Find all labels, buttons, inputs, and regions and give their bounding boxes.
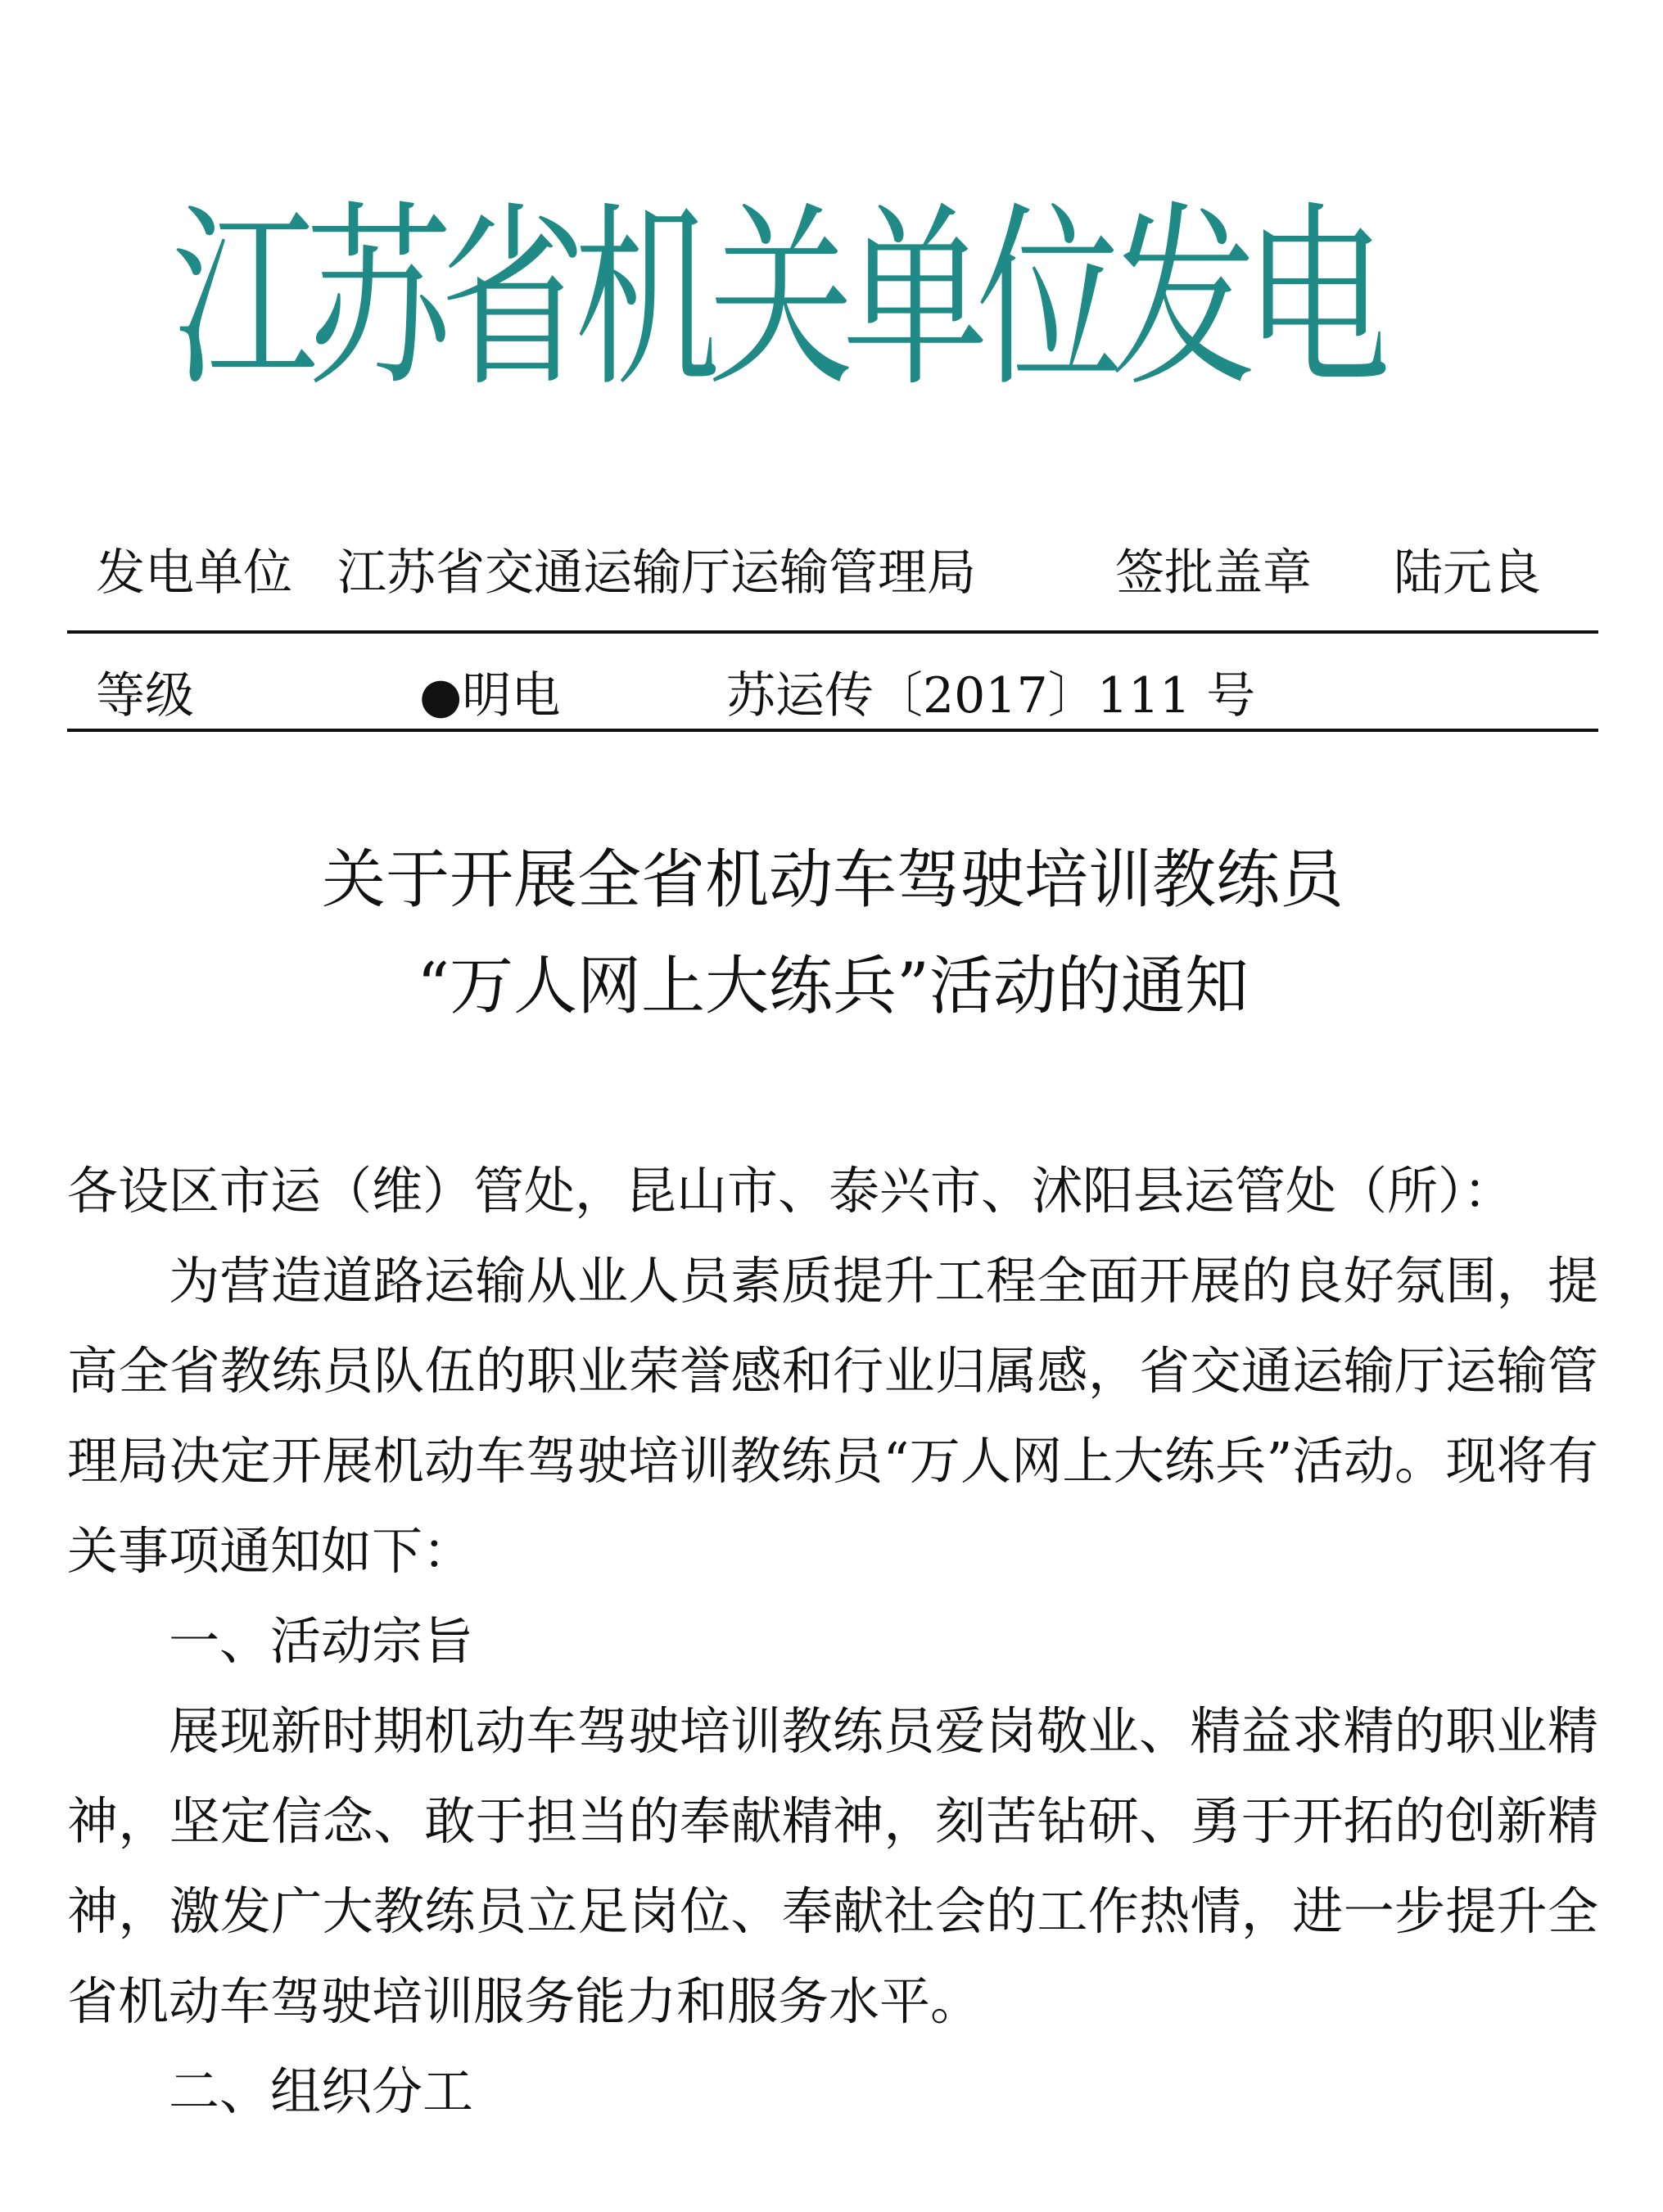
section-heading-1: 一、活动宗旨	[169, 1611, 474, 1671]
section-heading-2: 二、组织分工	[169, 2061, 474, 2121]
salutation: 各设区市运（维）管处，昆山市、泰兴市、沭阳县运管处（所）：	[67, 1161, 1515, 1221]
level-label: 等级	[96, 667, 194, 725]
masthead-title: 江苏省机关单位发电	[172, 184, 1380, 413]
doc-number: 苏运传〔2017〕111 号	[726, 667, 1256, 725]
paragraph-purpose: 展现新时期机动车驾驶培训教练员爱岗敬业、精益求精的职业精神，坚定信念、敢于担当的奉献精神，刻苦钻研、勇于开拓的创新精神，激发广大教练员立足岗位、奉献社会的工作热情，进一步提升全省机动车驾驶培训服务能力和服务水平。	[67, 1701, 1598, 2031]
paragraph-intro: 为营造道路运输从业人员素质提升工程全面开展的良好氛围，提高全省教练员队伍的职业荣誉感和行业归属感，省交通运输厅运输管理局决定开展机动车驾驶培训教练员“万人网上大练兵”活动。现将有关事项通知如下：	[67, 1251, 1598, 1581]
doc-title-line1: 关于开展全省机动车驾驶培训教练员	[321, 843, 1344, 917]
sender-value: 江苏省交通运输厅运输管理局	[337, 544, 976, 602]
header-rule-top	[67, 630, 1598, 634]
sender-row	[67, 540, 1598, 606]
body-text	[67, 1146, 1598, 2137]
doc-title-line2: “万人网上大练兵”活动的通知	[417, 950, 1249, 1023]
sign-label: 签批盖章	[1115, 544, 1312, 602]
level-row	[67, 663, 1598, 729]
header-rule-bottom	[67, 729, 1598, 732]
level-value: ●明电	[419, 667, 561, 725]
signer-value: 陆元良	[1394, 544, 1541, 602]
sender-label: 发电单位	[96, 544, 292, 602]
